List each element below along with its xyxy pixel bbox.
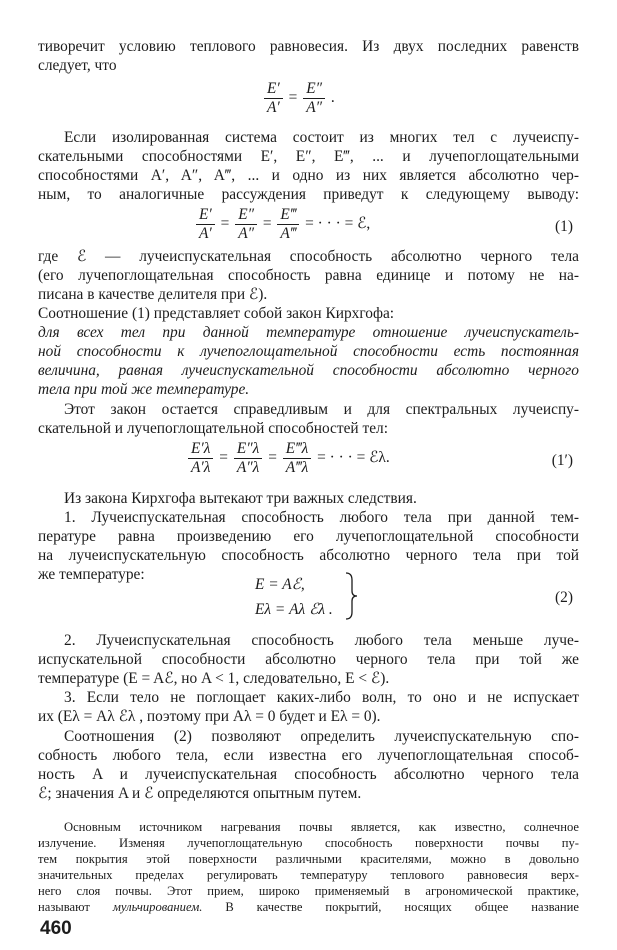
text-line: их (Eλ = Aλ ℰλ , поэтому при Aλ = 0 будет и Eλ = 0).: [38, 708, 381, 725]
text-line: скательными способностями E′, E″, E‴, ... и лучепоглощательными: [38, 148, 579, 165]
text-line: (его лучепоглощательная способность равна единице и потому не на-: [38, 267, 579, 284]
note-line: значительных пределах регулировать температуру теплового равновесия верх-: [38, 868, 579, 882]
equation-number: (2): [555, 589, 573, 606]
text-line: Если изолированная система состоит из многих тел с лучеиспу-: [64, 129, 579, 146]
text-line: где ℰ — лучеиспускательная способность абсолютно черного тела: [38, 248, 579, 265]
text-line: следует, что: [38, 57, 117, 74]
text-line: тиворечит условию теплового равновесия. Из двух последних равенств: [38, 38, 579, 55]
equation-2-line2: Eλ = Aλ ℰλ .: [255, 601, 333, 618]
text-line: температуре (E = Aℰ, но A < 1, следовательно, E < ℰ).: [38, 670, 390, 687]
page-number: 460: [40, 918, 72, 939]
text-line: же температуре:: [38, 566, 145, 583]
text-line: собность любого тела, если известна его лучепоглощательная способ-: [38, 747, 579, 764]
note-line: него слоя почвы. Этот прием, широко применяемый в агрономической практике,: [38, 884, 579, 898]
text-line: пературе равна произведению его лучепоглощательной способности: [38, 528, 579, 545]
text-line: 2. Лучеиспускательная способность любого тела меньше луче-: [64, 632, 579, 649]
text-line: испускательной способности абсолютно черного тела при той же: [38, 651, 579, 668]
law-statement: величина, равная лучеиспускательной способности абсолютно черного: [38, 362, 579, 379]
equation-1-prime: $\frac{E'\lambda}{A'\lambda}$ = $\frac{E''\lambda}{A''\lambda}$ = $\frac{E‴\lambda}{A‴\lambda}$ = · · · = ℰλ.: [186, 440, 390, 477]
text-line: писана в качестве делителя при ℰ).: [38, 286, 268, 303]
text-line: ность A и лучеиспускательная способность абсолютно черного тела: [38, 766, 579, 783]
note-line: излучение. Изменяя лучепоглощательную способность поверхности почвы пу-: [38, 836, 579, 850]
equation-2-line1: E = Aℰ,: [255, 576, 305, 593]
law-statement: для всех тел при данной температуре отношение лучеиспускатель-: [38, 324, 579, 341]
text-line: Этот закон остается справедливым и для спектральных лучеиспу-: [64, 401, 579, 418]
text-line: 1. Лучеиспускательная способность любого тела при данной тем-: [64, 509, 579, 526]
text-line: 3. Если тело не поглощает каких-либо волн, то оно и не испускает: [64, 689, 579, 706]
law-statement: тела при той же температуре.: [38, 381, 250, 398]
text-line: Соотношения (2) позволяют определить лучеиспускательную спо-: [64, 728, 579, 745]
equation-number: (1′): [551, 452, 573, 469]
note-line: называют мульчированием. В качестве покрытий, носящих общее название: [38, 900, 580, 914]
text-line: скательной и лучепоглощательной способностей тел:: [38, 420, 389, 437]
text-line: ным, то аналогичные рассуждения приведут к следующему выводу:: [38, 186, 579, 203]
law-statement: ной способности к лучепоглощательной способности есть постоянная: [38, 343, 579, 360]
text-line: на лучеиспускательную способность абсолютно черного тела при той: [38, 547, 579, 564]
text-line: Соотношение (1) представляет собой закон Кирхгофа:: [38, 305, 395, 322]
note-line: Основным источником нагревания почвы является, как известно, солнечное: [64, 820, 579, 834]
equation-ratio: $\frac{E'}{A'}$ = $\frac{E''}{A''}$ .: [262, 80, 335, 117]
text-line: Из закона Кирхгофа вытекают три важных следствия.: [64, 490, 417, 507]
equation-number: (1): [555, 218, 573, 235]
note-line: тем покрытия этой поверхности различными красителями, можно в довольно: [38, 852, 579, 866]
text-line: ℰ; значения A и ℰ определяются опытным путем.: [38, 785, 362, 802]
text-line: способностями A′, A″, A‴, ... и одно из них является абсолютно чер-: [38, 167, 579, 184]
equation-1: $\frac{E'}{A'}$ = $\frac{E''}{A''}$ = $\frac{E‴}{A‴}$ = · · · = ℰ,: [194, 206, 370, 243]
right-brace: [344, 572, 358, 620]
